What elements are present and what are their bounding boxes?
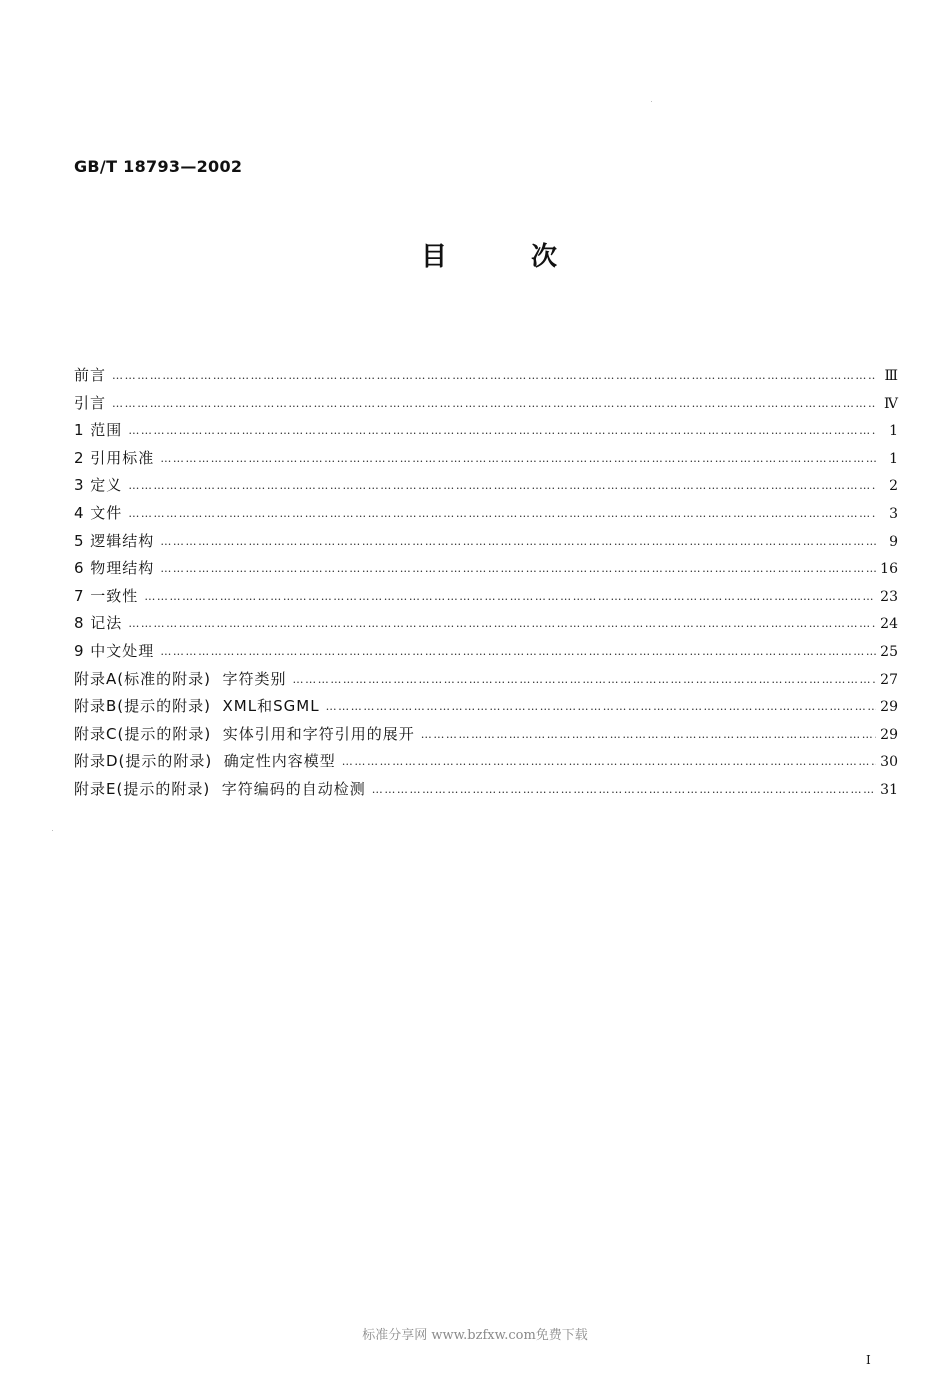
toc-entry-page: 29: [880, 726, 898, 743]
toc-entry-page: 30: [880, 754, 898, 771]
toc-entry[interactable]: [74, 528, 898, 556]
page-number: I: [866, 1353, 871, 1367]
toc-entry-page: 1: [889, 450, 898, 467]
toc-leader-dots: [293, 666, 876, 694]
toc-entry[interactable]: [74, 390, 898, 418]
toc-entry-page: Ⅳ: [884, 395, 898, 412]
toc-entry-label: 引言: [74, 393, 107, 412]
toc-entry-label: 4 文件: [74, 503, 123, 522]
standard-code: GB/T 18793—2002: [74, 157, 243, 176]
toc-entry-label: 9 中文处理: [74, 641, 155, 660]
toc-leader-dots: [160, 528, 876, 556]
toc-entry-page: 2: [889, 478, 898, 495]
toc-entry[interactable]: [74, 748, 898, 776]
toc-leader-dots: [112, 362, 876, 390]
toc-entry-label: 前言: [74, 366, 107, 384]
toc-entry[interactable]: [74, 638, 898, 666]
toc-entry-label: 附录D(提示的附录) 确定性内容模型: [74, 752, 336, 771]
toc-entry-page: 3: [889, 505, 898, 522]
scan-speck: [52, 830, 53, 831]
toc-entry-page: 31: [880, 781, 898, 798]
toc-entry-label: 附录A(标准的附录) 字符类别: [74, 669, 287, 688]
toc-entry-page: 1: [889, 423, 898, 440]
toc-entry-page: 9: [889, 533, 898, 550]
toc-entry-page: 24: [880, 616, 898, 633]
toc-leader-dots: [342, 748, 876, 776]
toc-entry-page: 16: [880, 561, 898, 578]
toc-entry[interactable]: [74, 776, 898, 804]
toc-entry[interactable]: [74, 362, 898, 390]
toc-entry-page: 27: [880, 671, 898, 688]
page-title: 目次: [420, 242, 641, 272]
toc-entry-page: 29: [880, 699, 898, 716]
toc-leader-dots: [160, 445, 876, 473]
toc-entry-label: 6 物理结构: [74, 559, 155, 578]
toc-leader-dots: [128, 417, 876, 445]
footer-watermark: 标准分享网 www.bzfxw.com免费下载: [362, 1328, 588, 1343]
toc-leader-dots: [144, 583, 876, 611]
table-of-contents: [74, 362, 898, 804]
toc-entry-label: 8 记法: [74, 614, 123, 633]
toc-entry[interactable]: [74, 693, 898, 721]
toc-leader-dots: [160, 555, 876, 583]
toc-leader-dots: [128, 472, 876, 500]
toc-entry-label: 5 逻辑结构: [74, 531, 155, 550]
toc-leader-dots: [372, 776, 876, 804]
toc-leader-dots: [128, 500, 876, 528]
toc-leader-dots: [326, 693, 876, 721]
toc-entry-label: 附录E(提示的附录) 字符编码的自动检测: [74, 779, 366, 798]
toc-leader-dots: [421, 721, 876, 749]
toc-entry[interactable]: [74, 721, 898, 749]
toc-entry-page: 25: [880, 643, 898, 660]
toc-leader-dots: [128, 610, 876, 638]
toc-entry-page: Ⅲ: [884, 368, 898, 384]
toc-leader-dots: [160, 638, 876, 666]
scan-speck: [651, 101, 652, 102]
toc-entry[interactable]: [74, 610, 898, 638]
toc-entry-label: 1 范围: [74, 421, 123, 440]
toc-entry-page: 23: [880, 588, 898, 605]
toc-leader-dots: [112, 390, 876, 418]
toc-entry[interactable]: [74, 500, 898, 528]
toc-entry-label: 3 定义: [74, 476, 123, 495]
toc-entry[interactable]: [74, 666, 898, 694]
toc-entry[interactable]: [74, 417, 898, 445]
toc-entry-label: 7 一致性: [74, 586, 139, 605]
toc-entry-label: 2 引用标准: [74, 448, 155, 467]
toc-entry-label: 附录B(提示的附录) XML和SGML: [74, 697, 320, 716]
toc-entry-label: 附录C(提示的附录) 实体引用和字符引用的展开: [74, 724, 415, 743]
toc-entry[interactable]: [74, 445, 898, 473]
toc-entry[interactable]: [74, 472, 898, 500]
toc-entry[interactable]: [74, 555, 898, 583]
toc-entry[interactable]: [74, 583, 898, 611]
